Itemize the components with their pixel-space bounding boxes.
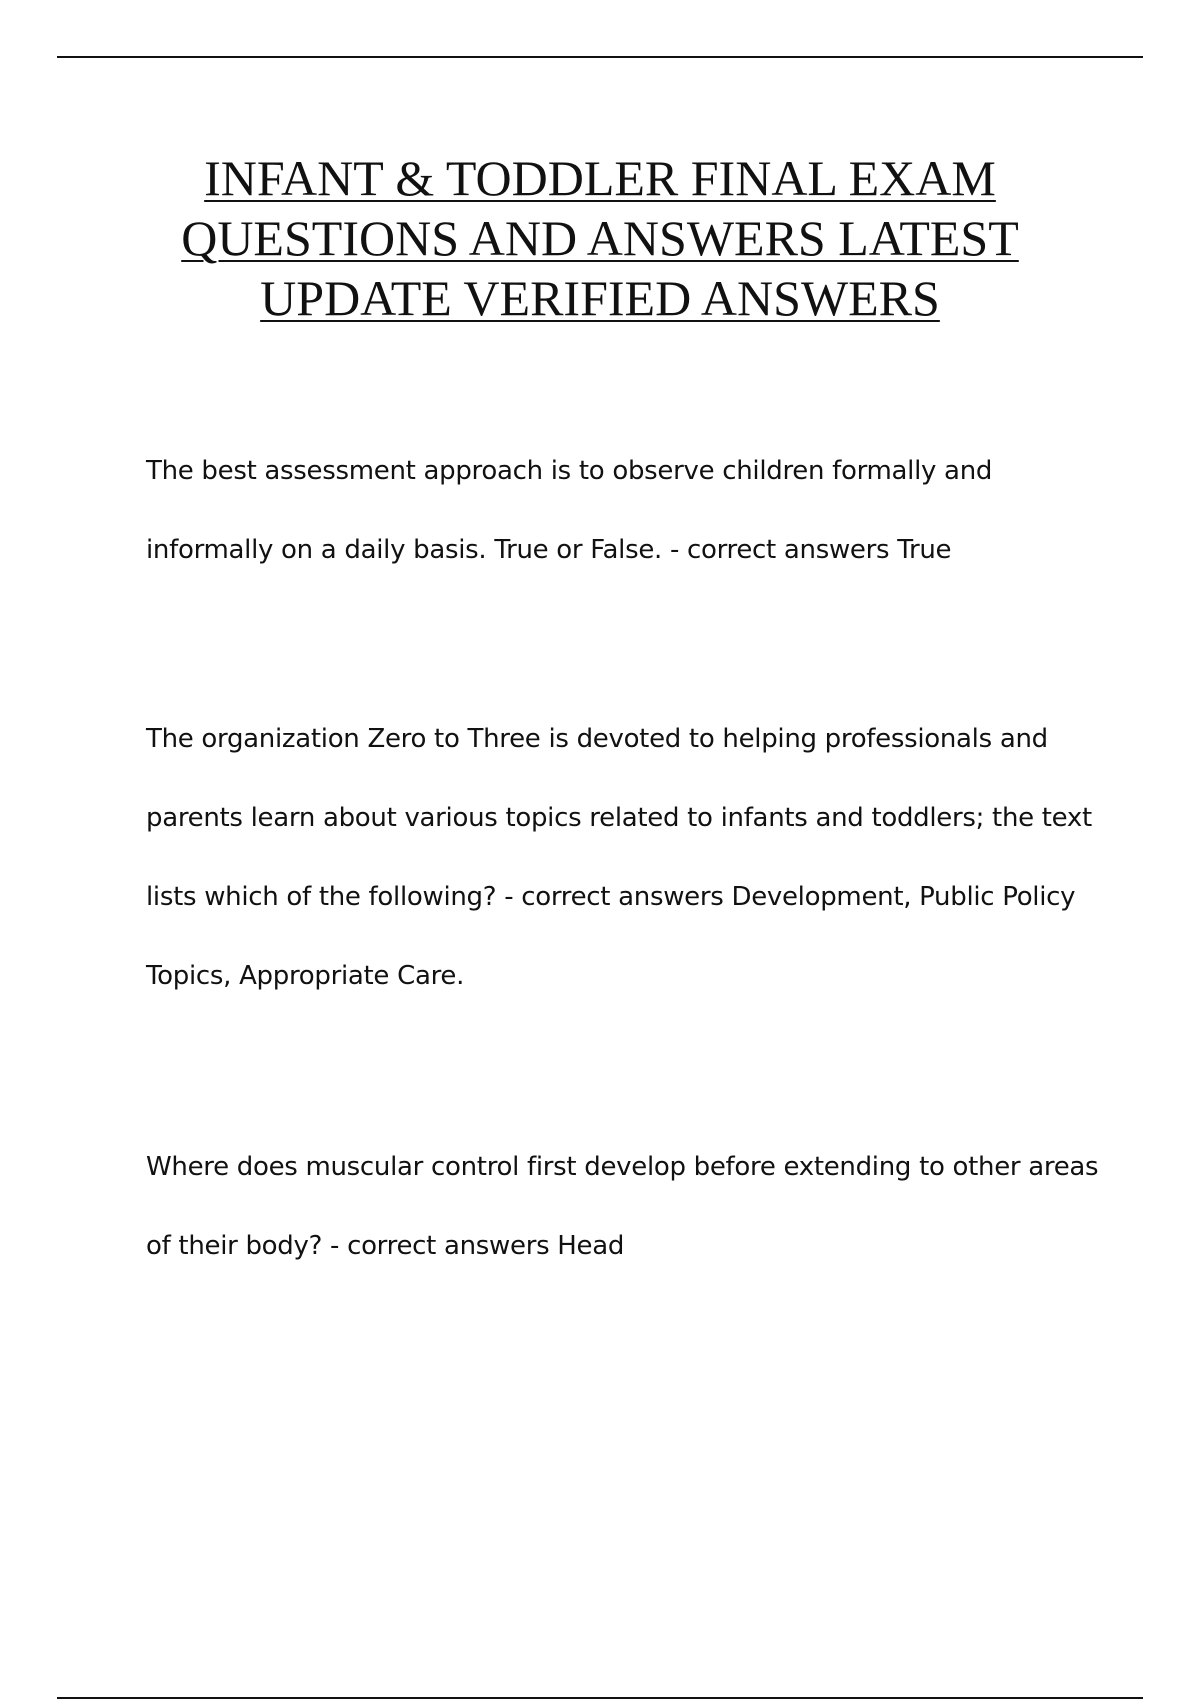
document-title: INFANT & TODDLER FINAL EXAM QUESTIONS AND ANSWERS LATEST UPDATE VERIFIED ANSWERS: [181, 150, 1019, 326]
qa-item-1: The best assessment approach is to observe children formally and informally on a daily basis. True or False. - correct answers True: [146, 456, 993, 565]
qa-item-3: Where does muscular control first develop before extending to other areas of their body? - correct answers Head: [146, 1152, 1099, 1261]
qa-item-2: The organization Zero to Three is devoted to helping professionals and parents learn about various topics related to infants and toddlers; the text lists which of the following? - correct answers Development, Public Policy Topics, Appropriate Care.: [146, 724, 1092, 991]
header-rule: [57, 56, 1143, 58]
footer-rule: [57, 1697, 1143, 1699]
